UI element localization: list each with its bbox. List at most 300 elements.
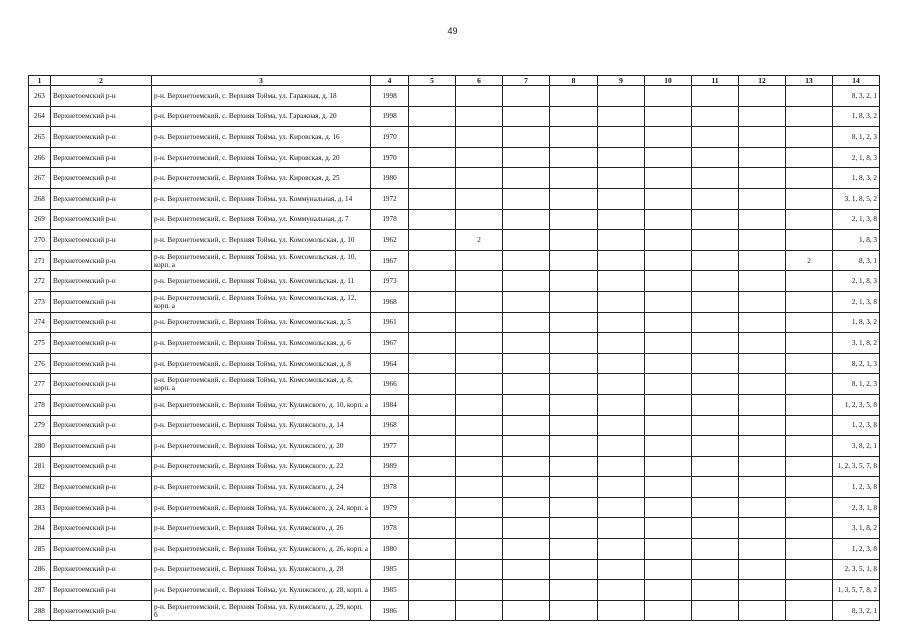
- col8-cell: [550, 456, 598, 477]
- col13-cell: [786, 559, 833, 580]
- col6-cell: [456, 456, 503, 477]
- col5-cell: [409, 580, 456, 601]
- col14-cell: 8, 3, 1: [833, 250, 880, 271]
- col13-cell: [786, 539, 833, 560]
- col14-cell: 3, 8, 2, 1: [833, 436, 880, 457]
- col12-cell: [739, 230, 786, 251]
- col14-cell: 8, 3, 2, 1: [833, 86, 880, 107]
- year-cell: 1972: [371, 188, 409, 209]
- col11-cell: [692, 127, 739, 148]
- address-text: р-н. Верхнетоемский, с. Верхняя Тойма, ул. Комсомольская, д. 12, корп. а: [154, 293, 357, 310]
- col8-cell: [550, 209, 598, 230]
- col12-cell: [739, 271, 786, 292]
- col11-cell: [692, 250, 739, 271]
- col10-cell: [645, 477, 692, 498]
- col5-cell: [409, 436, 456, 457]
- col13-cell: [786, 600, 833, 621]
- col7-cell: [503, 168, 550, 189]
- district-cell: Верхнетоемский р-н: [51, 394, 152, 415]
- col13-cell: [786, 271, 833, 292]
- col8-cell: [550, 477, 598, 498]
- col12-cell: [739, 600, 786, 621]
- col11-cell: [692, 559, 739, 580]
- col6-cell: [456, 518, 503, 539]
- col5-cell: [409, 333, 456, 354]
- col11-cell: [692, 106, 739, 127]
- col14-cell: 1, 2, 3, 5, 7, 8: [833, 456, 880, 477]
- col10-cell: [645, 188, 692, 209]
- table-row: [29, 312, 880, 333]
- col9-cell: [598, 312, 645, 333]
- col12-cell: [739, 209, 786, 230]
- col11-cell: [692, 188, 739, 209]
- col13-cell: [786, 477, 833, 498]
- col7-cell: [503, 106, 550, 127]
- col6-cell: [456, 333, 503, 354]
- address-cell: [152, 415, 371, 436]
- row-number-cell: 267: [29, 168, 51, 189]
- col9-cell: [598, 127, 645, 148]
- col14-cell: 1, 8, 3, 2: [833, 168, 880, 189]
- col14-cell: 2, 1, 8, 3: [833, 271, 880, 292]
- col13-cell: [786, 333, 833, 354]
- col11-cell: [692, 497, 739, 518]
- row-number-cell: 283: [29, 497, 51, 518]
- col6-cell: [456, 580, 503, 601]
- table-row: [29, 580, 880, 601]
- column-header: 8: [550, 76, 598, 86]
- col13-cell: [786, 518, 833, 539]
- col11-cell: [692, 436, 739, 457]
- row-number-cell: 277: [29, 374, 51, 395]
- col13-cell: [786, 497, 833, 518]
- col11-cell: [692, 353, 739, 374]
- col13-cell: [786, 209, 833, 230]
- table-row: [29, 106, 880, 127]
- address-cell: [152, 86, 371, 107]
- col12-cell: [739, 312, 786, 333]
- table-row: [29, 539, 880, 560]
- col9-cell: [598, 147, 645, 168]
- row-number-cell: 278: [29, 394, 51, 415]
- col11-cell: [692, 168, 739, 189]
- table-row: [29, 415, 880, 436]
- col12-cell: [739, 580, 786, 601]
- col5-cell: [409, 353, 456, 374]
- district-cell: Верхнетоемский р-н: [51, 415, 152, 436]
- row-number-cell: 272: [29, 271, 51, 292]
- col11-cell: [692, 477, 739, 498]
- column-header: 4: [371, 76, 409, 86]
- col12-cell: [739, 374, 786, 395]
- col9-cell: [598, 168, 645, 189]
- address-text: р-н. Верхнетоемский, с. Верхняя Тойма, ул. Кулижского, д. 28, корп. а: [154, 586, 368, 595]
- year-cell: 1978: [371, 477, 409, 498]
- col5-cell: [409, 86, 456, 107]
- address-text: р-н. Верхнетоемский, с. Верхняя Тойма, ул. Кировская, д. 16: [154, 132, 340, 141]
- col14-cell: 8, 1, 2, 3: [833, 374, 880, 395]
- row-number-cell: 274: [29, 312, 51, 333]
- col14-cell: 1, 8, 3: [833, 230, 880, 251]
- col12-cell: [739, 539, 786, 560]
- district-cell: Верхнетоемский р-н: [51, 518, 152, 539]
- col14-cell: 2, 1, 3, 8: [833, 291, 880, 312]
- col8-cell: [550, 518, 598, 539]
- col11-cell: [692, 374, 739, 395]
- address-cell: [152, 394, 371, 415]
- col8-cell: [550, 106, 598, 127]
- column-header: 2: [51, 76, 152, 86]
- col5-cell: [409, 127, 456, 148]
- col14-cell: 8, 1, 2, 3: [833, 127, 880, 148]
- address-cell: [152, 580, 371, 601]
- row-number-cell: 287: [29, 580, 51, 601]
- year-cell: 1980: [371, 168, 409, 189]
- year-cell: 1998: [371, 106, 409, 127]
- col8-cell: [550, 415, 598, 436]
- col7-cell: [503, 559, 550, 580]
- year-cell: 1989: [371, 456, 409, 477]
- col11-cell: [692, 539, 739, 560]
- col6-cell: [456, 127, 503, 148]
- col7-cell: [503, 291, 550, 312]
- col8-cell: [550, 600, 598, 621]
- table-row: [29, 188, 880, 209]
- col8-cell: [550, 291, 598, 312]
- col11-cell: [692, 230, 739, 251]
- col10-cell: [645, 271, 692, 292]
- col6-cell: [456, 106, 503, 127]
- row-number-cell: 268: [29, 188, 51, 209]
- address-cell: [152, 477, 371, 498]
- col6-cell: [456, 188, 503, 209]
- year-cell: 1978: [371, 518, 409, 539]
- col9-cell: [598, 539, 645, 560]
- district-cell: Верхнетоемский р-н: [51, 271, 152, 292]
- address-cell: [152, 497, 371, 518]
- address-text: р-н. Верхнетоемский, с. Верхняя Тойма, ул. Кулижского, д. 20: [154, 441, 344, 450]
- col9-cell: [598, 477, 645, 498]
- col5-cell: [409, 518, 456, 539]
- col6-cell: [456, 271, 503, 292]
- register-table: [28, 75, 880, 621]
- col10-cell: [645, 559, 692, 580]
- col5-cell: [409, 291, 456, 312]
- col9-cell: [598, 456, 645, 477]
- col9-cell: [598, 106, 645, 127]
- address-cell: [152, 312, 371, 333]
- col5-cell: [409, 168, 456, 189]
- year-cell: 1961: [371, 312, 409, 333]
- col12-cell: [739, 353, 786, 374]
- col13-cell: [786, 374, 833, 395]
- col5-cell: [409, 559, 456, 580]
- address-text: р-н. Верхнетоемский, с. Верхняя Тойма, ул. Коммунальная, д. 14: [154, 194, 353, 203]
- column-header: 9: [598, 76, 645, 86]
- col10-cell: [645, 394, 692, 415]
- col8-cell: [550, 559, 598, 580]
- header-row: [29, 76, 880, 86]
- address-cell: [152, 168, 371, 189]
- address-text: р-н. Верхнетоемский, с. Верхняя Тойма, ул. Кулижского, д. 26: [154, 524, 344, 533]
- col13-cell: [786, 580, 833, 601]
- col13-cell: [786, 106, 833, 127]
- col13-cell: [786, 147, 833, 168]
- col9-cell: [598, 580, 645, 601]
- col5-cell: [409, 271, 456, 292]
- col10-cell: [645, 312, 692, 333]
- col9-cell: [598, 600, 645, 621]
- col5-cell: [409, 497, 456, 518]
- column-header: 10: [645, 76, 692, 86]
- col5-cell: [409, 230, 456, 251]
- col14-cell: 3, 1, 8, 2: [833, 518, 880, 539]
- year-cell: 1979: [371, 497, 409, 518]
- row-number-cell: 271: [29, 250, 51, 271]
- col10-cell: [645, 147, 692, 168]
- col11-cell: [692, 415, 739, 436]
- year-cell: 1967: [371, 333, 409, 354]
- table-row: [29, 477, 880, 498]
- col7-cell: [503, 580, 550, 601]
- row-number-cell: 273: [29, 291, 51, 312]
- district-cell: Верхнетоемский р-н: [51, 497, 152, 518]
- col10-cell: [645, 456, 692, 477]
- col5-cell: [409, 600, 456, 621]
- col10-cell: [645, 600, 692, 621]
- row-number-cell: 286: [29, 559, 51, 580]
- col6-cell: [456, 353, 503, 374]
- col9-cell: [598, 415, 645, 436]
- district-cell: Верхнетоемский р-н: [51, 456, 152, 477]
- district-cell: Верхнетоемский р-н: [51, 353, 152, 374]
- column-header: 6: [456, 76, 503, 86]
- address-text: р-н. Верхнетоемский, с. Верхняя Тойма, ул. Комсомольская, д. 11: [154, 277, 355, 286]
- address-cell: [152, 106, 371, 127]
- col7-cell: [503, 600, 550, 621]
- col7-cell: [503, 127, 550, 148]
- row-number-cell: 280: [29, 436, 51, 457]
- address-text: р-н. Верхнетоемский, с. Верхняя Тойма, ул. Кулижского, д. 29, корп. б: [154, 602, 363, 619]
- col14-cell: 3, 1, 8, 2: [833, 333, 880, 354]
- address-cell: [152, 209, 371, 230]
- col10-cell: [645, 230, 692, 251]
- district-cell: Верхнетоемский р-н: [51, 539, 152, 560]
- col11-cell: [692, 518, 739, 539]
- col8-cell: [550, 127, 598, 148]
- address-text: р-н. Верхнетоемский, с. Верхняя Тойма, ул. Гаражная, д. 20: [154, 112, 337, 121]
- col11-cell: [692, 456, 739, 477]
- col14-cell: 2, 1, 3, 8: [833, 209, 880, 230]
- column-header: 14: [833, 76, 880, 86]
- address-text: р-н. Верхнетоемский, с. Верхняя Тойма, ул. Кулижского, д. 24: [154, 483, 344, 492]
- row-number-cell: 264: [29, 106, 51, 127]
- year-cell: 1998: [371, 86, 409, 107]
- col7-cell: [503, 436, 550, 457]
- district-cell: Верхнетоемский р-н: [51, 559, 152, 580]
- col9-cell: [598, 188, 645, 209]
- col14-cell: 1, 2, 3, 8: [833, 415, 880, 436]
- row-number-cell: 263: [29, 86, 51, 107]
- col7-cell: [503, 230, 550, 251]
- col9-cell: [598, 291, 645, 312]
- row-number-cell: 269: [29, 209, 51, 230]
- col10-cell: [645, 374, 692, 395]
- address-cell: [152, 518, 371, 539]
- district-cell: Верхнетоемский р-н: [51, 250, 152, 271]
- col12-cell: [739, 436, 786, 457]
- col7-cell: [503, 188, 550, 209]
- address-text: р-н. Верхнетоемский, с. Верхняя Тойма, ул. Комсомольская, д. 10, корп. а: [154, 252, 357, 269]
- col10-cell: [645, 250, 692, 271]
- col12-cell: [739, 86, 786, 107]
- col9-cell: [598, 374, 645, 395]
- year-cell: 1973: [371, 271, 409, 292]
- col7-cell: [503, 518, 550, 539]
- col8-cell: [550, 497, 598, 518]
- year-cell: 1962: [371, 230, 409, 251]
- col9-cell: [598, 559, 645, 580]
- col12-cell: [739, 291, 786, 312]
- col6-cell: [456, 436, 503, 457]
- district-cell: Верхнетоемский р-н: [51, 127, 152, 148]
- table-body: [29, 86, 880, 621]
- col7-cell: [503, 394, 550, 415]
- table-row: [29, 456, 880, 477]
- col5-cell: [409, 477, 456, 498]
- table-row: [29, 127, 880, 148]
- col13-cell: [786, 168, 833, 189]
- col13-cell: [786, 230, 833, 251]
- col11-cell: [692, 209, 739, 230]
- col11-cell: [692, 271, 739, 292]
- col10-cell: [645, 497, 692, 518]
- col8-cell: [550, 333, 598, 354]
- table-row: [29, 600, 880, 621]
- col6-cell: [456, 250, 503, 271]
- address-cell: [152, 127, 371, 148]
- table-row: [29, 497, 880, 518]
- col13-cell: [786, 86, 833, 107]
- col6-cell: [456, 600, 503, 621]
- address-cell: [152, 456, 371, 477]
- district-cell: Верхнетоемский р-н: [51, 580, 152, 601]
- col9-cell: [598, 353, 645, 374]
- table-row: [29, 353, 880, 374]
- district-cell: Верхнетоемский р-н: [51, 477, 152, 498]
- table-row: [29, 86, 880, 107]
- col5-cell: [409, 250, 456, 271]
- col12-cell: [739, 106, 786, 127]
- col7-cell: [503, 86, 550, 107]
- district-cell: Верхнетоемский р-н: [51, 436, 152, 457]
- address-text: р-н. Верхнетоемский, с. Верхняя Тойма, ул. Кулижского, д. 10, корп. а: [154, 400, 368, 409]
- table-row: [29, 147, 880, 168]
- row-number-cell: 276: [29, 353, 51, 374]
- table-row: [29, 374, 880, 395]
- year-cell: 1970: [371, 147, 409, 168]
- col10-cell: [645, 333, 692, 354]
- col7-cell: [503, 539, 550, 560]
- row-number-cell: 266: [29, 147, 51, 168]
- col13-cell: [786, 312, 833, 333]
- table-row: [29, 518, 880, 539]
- col10-cell: [645, 106, 692, 127]
- address-cell: [152, 333, 371, 354]
- col7-cell: [503, 374, 550, 395]
- col9-cell: [598, 518, 645, 539]
- col6-cell: [456, 477, 503, 498]
- col8-cell: [550, 271, 598, 292]
- col8-cell: [550, 539, 598, 560]
- row-number-cell: 285: [29, 539, 51, 560]
- year-cell: 1985: [371, 559, 409, 580]
- year-cell: 1977: [371, 436, 409, 457]
- district-cell: Верхнетоемский р-н: [51, 188, 152, 209]
- col12-cell: [739, 518, 786, 539]
- address-cell: [152, 436, 371, 457]
- address-text: р-н. Верхнетоемский, с. Верхняя Тойма, ул. Коммунальная, д. 7: [154, 215, 349, 224]
- col13-cell: [786, 127, 833, 148]
- col9-cell: [598, 271, 645, 292]
- district-cell: Верхнетоемский р-н: [51, 600, 152, 621]
- col5-cell: [409, 188, 456, 209]
- col12-cell: [739, 333, 786, 354]
- col8-cell: [550, 312, 598, 333]
- district-cell: Верхнетоемский р-н: [51, 209, 152, 230]
- col13-cell: [786, 415, 833, 436]
- column-header: 5: [409, 76, 456, 86]
- column-header: 11: [692, 76, 739, 86]
- address-cell: [152, 353, 371, 374]
- col6-cell: [456, 559, 503, 580]
- col7-cell: [503, 415, 550, 436]
- col13-cell: [786, 353, 833, 374]
- district-cell: Верхнетоемский р-н: [51, 106, 152, 127]
- col12-cell: [739, 168, 786, 189]
- col14-cell: 2, 3, 5, 1, 8: [833, 559, 880, 580]
- col5-cell: [409, 539, 456, 560]
- col11-cell: [692, 147, 739, 168]
- district-cell: Верхнетоемский р-н: [51, 291, 152, 312]
- col14-cell: 2, 3, 1, 8: [833, 497, 880, 518]
- address-cell: [152, 188, 371, 209]
- col6-cell: [456, 209, 503, 230]
- col13-cell: [786, 394, 833, 415]
- col8-cell: [550, 374, 598, 395]
- col13-cell: [786, 456, 833, 477]
- table-row: [29, 436, 880, 457]
- col10-cell: [645, 353, 692, 374]
- year-cell: 1985: [371, 580, 409, 601]
- col11-cell: [692, 394, 739, 415]
- address-cell: [152, 250, 371, 271]
- col11-cell: [692, 580, 739, 601]
- col12-cell: [739, 188, 786, 209]
- address-text: р-н. Верхнетоемский, с. Верхняя Тойма, ул. Комсомольская, д. 8, корп. а: [154, 376, 353, 393]
- district-cell: Верхнетоемский р-н: [51, 147, 152, 168]
- district-cell: Верхнетоемский р-н: [51, 230, 152, 251]
- col7-cell: [503, 147, 550, 168]
- col10-cell: [645, 86, 692, 107]
- district-cell: Верхнетоемский р-н: [51, 168, 152, 189]
- row-number-cell: 275: [29, 333, 51, 354]
- col14-cell: 1, 3, 5, 7, 8, 2: [833, 580, 880, 601]
- col6-cell: 2: [456, 230, 503, 251]
- address-text: р-н. Верхнетоемский, с. Верхняя Тойма, ул. Кулижского, д. 28: [154, 565, 344, 574]
- address-text: р-н. Верхнетоемский, с. Верхняя Тойма, ул. Гаражная, д. 18: [154, 91, 337, 100]
- address-cell: [152, 559, 371, 580]
